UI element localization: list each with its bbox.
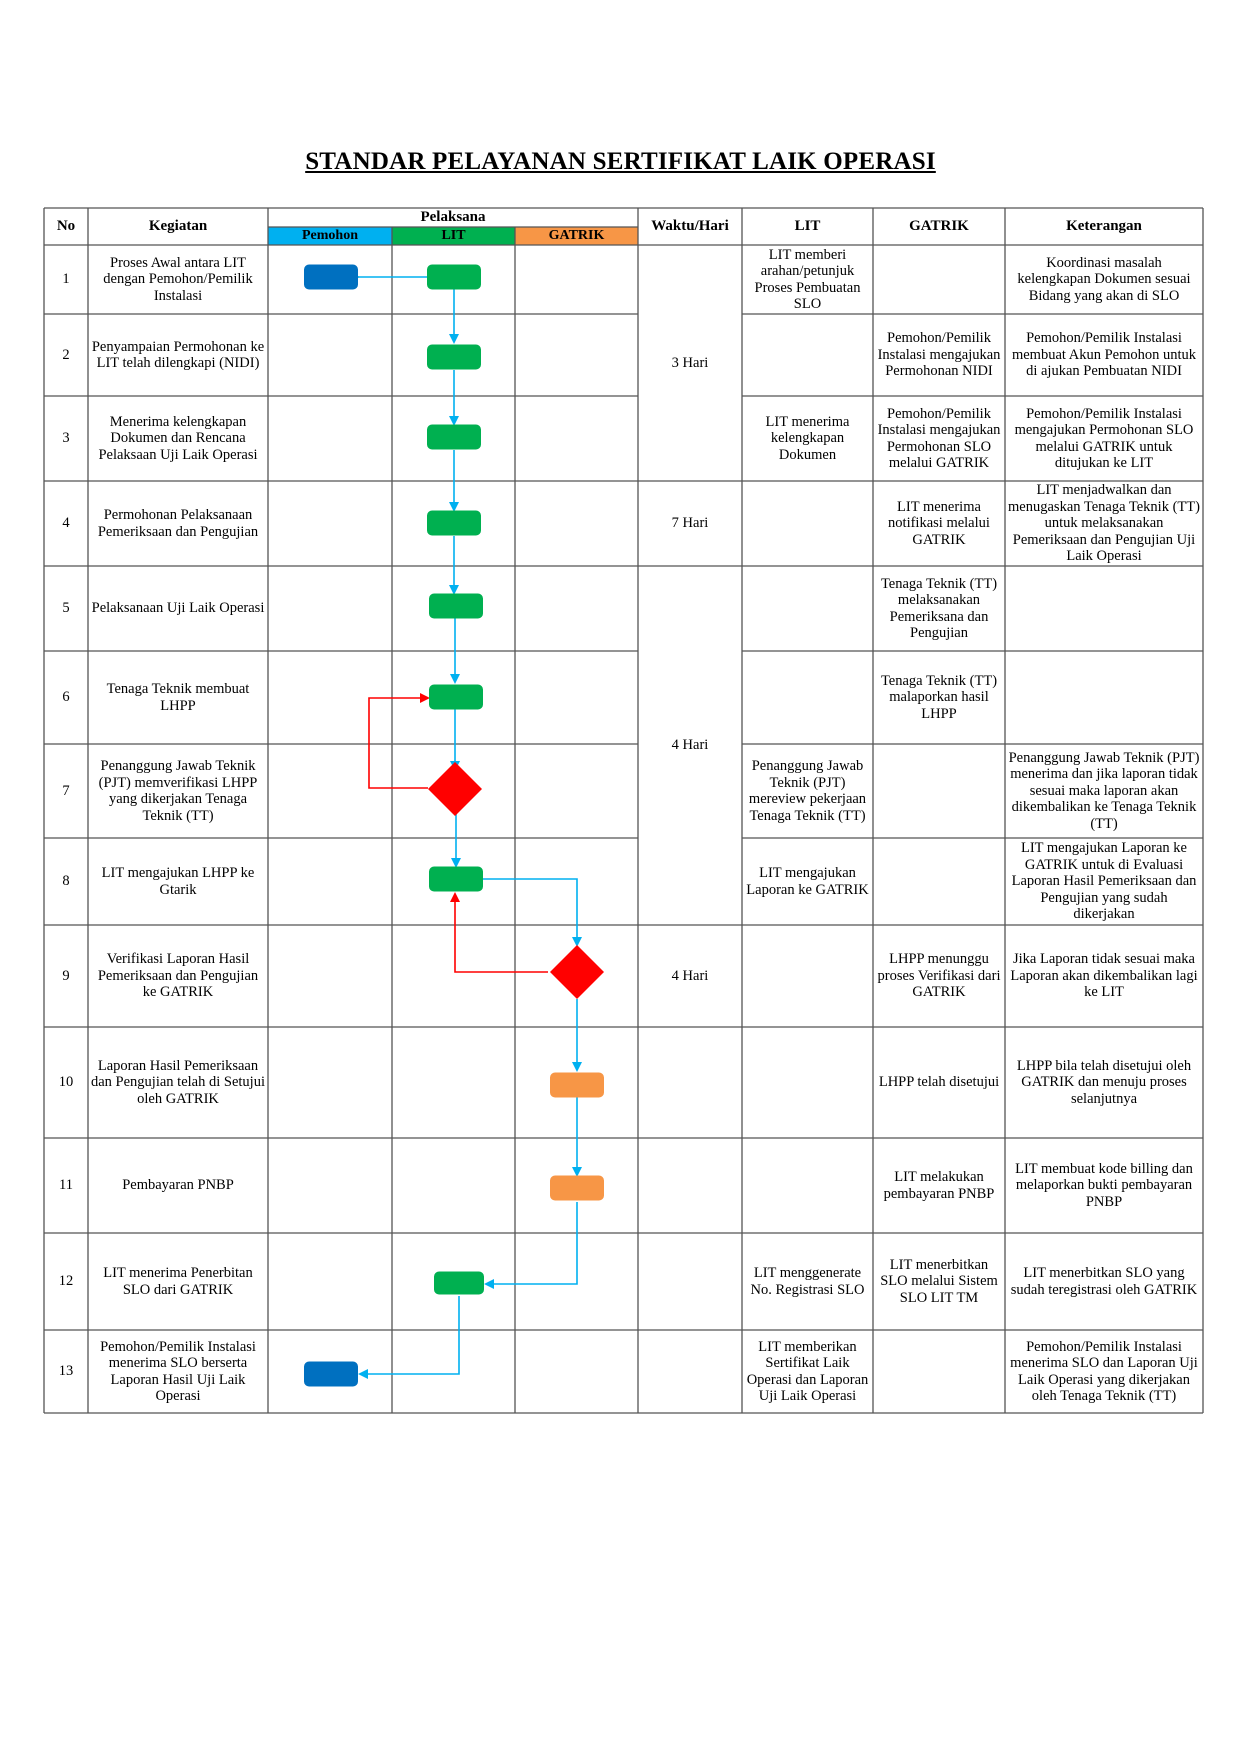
page-title: STANDAR PELAYANAN SERTIFIKAT LAIK OPERASI xyxy=(305,148,936,175)
row-keterangan: LIT menjadwalkan dan menugaskan Tenaga Teknik (TT) untuk melaksanakan Pemeriksaan dan Pengujian Uji Laik Operasi xyxy=(1008,482,1200,565)
row-gatrik-note xyxy=(873,838,1005,925)
lit-process-shape xyxy=(427,425,481,450)
row-kegiatan: Pembayaran PNBP xyxy=(122,1177,234,1194)
lit-process-shape xyxy=(429,685,483,710)
row-no: 9 xyxy=(62,967,70,984)
row-gatrik-note: Pemohon/Pemilik Instalasi mengajukan Permohonan SLO melalui GATRIK xyxy=(877,405,1001,471)
header-gatrik: GATRIK xyxy=(909,218,969,235)
row-kegiatan: Tenaga Teknik membuat LHPP xyxy=(106,681,250,714)
header-pelaksana: Pelaksana xyxy=(420,209,486,226)
row-gatrik-note: LIT melakukan pembayaran PNBP xyxy=(883,1169,995,1202)
lit-process-shape xyxy=(434,1272,484,1295)
row-no: 1 xyxy=(62,271,70,288)
row-keterangan: LHPP bila telah disetujui oleh GATRIK dan menuju proses selanjutnya xyxy=(1016,1057,1192,1107)
flow-arrow xyxy=(486,1202,577,1284)
row-kegiatan: Proses Awal antara LIT dengan Pemohon/Pemilik Instalasi xyxy=(103,254,253,304)
waktu-group: 3 Hari xyxy=(671,354,709,371)
row-gatrik-note xyxy=(873,744,1005,838)
waktu-group: 4 Hari xyxy=(671,737,709,754)
row-lit-note xyxy=(742,481,873,566)
row-no: 12 xyxy=(58,1273,74,1290)
lit-process-shape xyxy=(427,265,481,290)
row-lit-note: LIT memberi arahan/petunjuk Proses Pembuatan SLO xyxy=(754,246,861,312)
gatrik-decision-shape xyxy=(550,945,604,999)
row-kegiatan: Penanggung Jawab Teknik (PJT) memverifikasi LHPP yang dikerjakan Tenaga Teknik (TT) xyxy=(98,758,258,824)
row-gatrik-note: Pemohon/Pemilik Instalasi mengajukan Permohonan NIDI xyxy=(877,330,1001,380)
waktu-group: 4 Hari xyxy=(671,967,709,984)
row-no: 3 xyxy=(62,430,70,447)
row-keterangan: LIT mengajukan Laporan ke GATRIK untuk di Evaluasi Laporan Hasil Pemeriksaan dan Pengujian yang sudah dikerjakan xyxy=(1011,840,1197,923)
pemohon-start-shape xyxy=(304,265,358,290)
row-keterangan: LIT membuat kode billing dan melaporkan bukti pembayaran PNBP xyxy=(1015,1160,1193,1210)
row-gatrik-note: Tenaga Teknik (TT) malaporkan hasil LHPP xyxy=(880,672,998,722)
row-lit-note: Penanggung Jawab Teknik (PJT) mereview pekerjaan Tenaga Teknik (TT) xyxy=(748,758,867,824)
lane-label-pemohon: Pemohon xyxy=(302,228,358,243)
row-no: 13 xyxy=(58,1363,74,1380)
row-lit-note xyxy=(742,925,873,1027)
row-lit-note xyxy=(742,1027,873,1138)
lit-process-shape xyxy=(427,345,481,370)
row-keterangan: Koordinasi masalah kelengkapan Dokumen sesuai Bidang yang akan di SLO xyxy=(1017,254,1191,304)
row-kegiatan: LIT menerima Penerbitan SLO dari GATRIK xyxy=(103,1265,253,1298)
row-kegiatan: Pemohon/Pemilik Instalasi menerima SLO berserta Laporan Hasil Uji Laik Operasi xyxy=(100,1338,256,1404)
row-lit-note: LIT mengajukan Laporan ke GATRIK xyxy=(746,865,869,898)
gatrik-process-shape xyxy=(550,1176,604,1201)
row-keterangan xyxy=(1005,566,1203,651)
row-kegiatan: LIT mengajukan LHPP ke Gtarik xyxy=(101,865,255,898)
row-kegiatan: Penyampaian Permohonan ke LIT telah dilengkapi (NIDI) xyxy=(91,338,265,371)
row-gatrik-note: Tenaga Teknik (TT) melaksanakan Pemeriksana dan Pengujian xyxy=(880,575,998,641)
row-kegiatan: Permohonan Pelaksanaan Pemeriksaan dan Pengujian xyxy=(97,507,259,540)
header-no: No xyxy=(56,218,76,235)
row-gatrik-note: LIT menerbitkan SLO melalui Sistem SLO LIT TM xyxy=(880,1256,998,1306)
row-gatrik-note xyxy=(873,1330,1005,1413)
row-gatrik-note: LHPP menunggu proses Verifikasi dari GATRIK xyxy=(877,951,1001,1001)
row-kegiatan: Menerima kelengkapan Dokumen dan Rencana Pelaksaan Uji Laik Operasi xyxy=(98,413,258,463)
lane-label-gatrik: GATRIK xyxy=(548,228,605,243)
row-lit-note: LIT memberikan Sertifikat Laik Operasi dan Laporan Uji Laik Operasi xyxy=(746,1338,869,1404)
row-no: 5 xyxy=(62,600,70,617)
pemohon-end-shape xyxy=(304,1362,358,1387)
flow-arrow xyxy=(482,879,577,945)
row-gatrik-note xyxy=(873,245,1005,314)
flow-arrow xyxy=(360,1296,459,1374)
return-arrow xyxy=(369,698,428,788)
row-no: 10 xyxy=(58,1074,74,1091)
row-no: 8 xyxy=(62,873,70,890)
row-kegiatan: Pelaksanaan Uji Laik Operasi xyxy=(91,600,265,617)
lit-process-shape xyxy=(429,594,483,619)
row-lit-note xyxy=(742,651,873,744)
lit-process-shape xyxy=(427,511,481,536)
flow-diagram xyxy=(304,265,604,1387)
header-kegiatan: Kegiatan xyxy=(148,218,208,235)
row-gatrik-note: LHPP telah disetujui xyxy=(878,1074,1000,1091)
row-keterangan: Pemohon/Pemilik Instalasi mengajukan Permohonan SLO melalui GATRIK untuk ditujukan ke LIT xyxy=(1014,405,1194,471)
row-kegiatan: Laporan Hasil Pemeriksaan dan Pengujian telah di Setujui oleh GATRIK xyxy=(91,1057,265,1107)
row-no: 6 xyxy=(62,689,70,706)
header-waktu: Waktu/Hari xyxy=(651,218,729,235)
row-keterangan: Jika Laporan tidak sesuai maka Laporan akan dikembalikan lagi ke LIT xyxy=(1010,951,1198,1001)
waktu-group: 7 Hari xyxy=(671,515,709,532)
row-lit-note: LIT menerima kelengkapan Dokumen xyxy=(765,413,850,463)
pjt-decision-shape xyxy=(428,762,482,816)
header-lit: LIT xyxy=(794,218,821,235)
lane-label-lit: LIT xyxy=(441,228,466,243)
row-lit-note xyxy=(742,566,873,651)
row-keterangan: Pemohon/Pemilik Instalasi membuat Akun Pemohon untuk di ajukan Pembuatan NIDI xyxy=(1011,330,1197,380)
row-keterangan xyxy=(1005,651,1203,744)
row-lit-note xyxy=(742,314,873,396)
lit-process-shape xyxy=(429,867,483,892)
row-lit-note: LIT menggenerate No. Registrasi SLO xyxy=(750,1265,865,1298)
gatrik-process-shape xyxy=(550,1073,604,1098)
return-arrow xyxy=(455,894,548,972)
row-keterangan: Pemohon/Pemilik Instalasi menerima SLO dan Laporan Uji Laik Operasi yang dikerjakan oleh Tenaga Teknik (TT) xyxy=(1010,1338,1198,1404)
row-keterangan: LIT menerbitkan SLO yang sudah teregistrasi oleh GATRIK xyxy=(1010,1265,1198,1298)
row-no: 4 xyxy=(62,515,70,532)
row-lit-note xyxy=(742,1138,873,1233)
row-keterangan: Penanggung Jawab Teknik (PJT) menerima dan jika laporan tidak sesuai maka laporan akan dikembalikan ke Tenaga Teknik (TT) xyxy=(1008,749,1200,832)
row-no: 11 xyxy=(59,1177,73,1194)
row-gatrik-note: LIT menerima notifikasi melalui GATRIK xyxy=(888,498,990,548)
row-no: 7 xyxy=(62,782,70,799)
row-kegiatan: Verifikasi Laporan Hasil Pemeriksaan dan Pengujian ke GATRIK xyxy=(97,951,259,1001)
header-keterangan: Keterangan xyxy=(1066,218,1142,235)
row-no: 2 xyxy=(62,346,70,363)
